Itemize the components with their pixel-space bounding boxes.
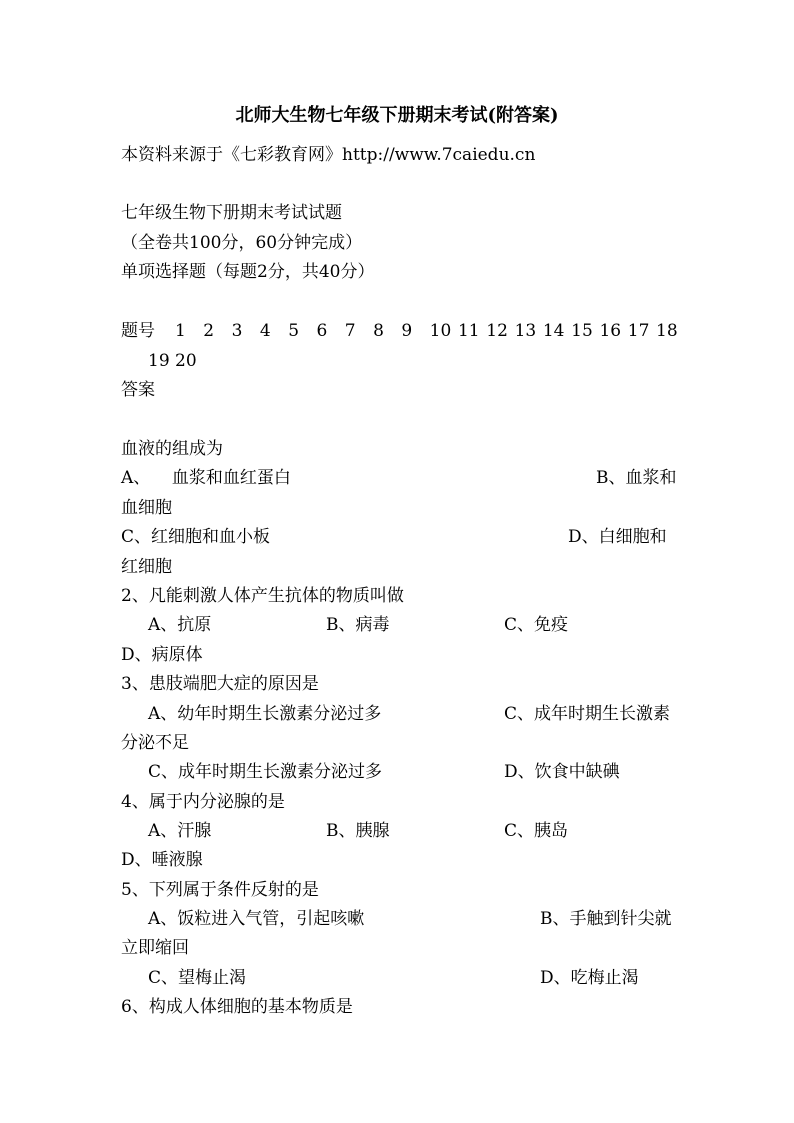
- q4-option-c: C、胰岛: [504, 821, 569, 841]
- question-number: 13: [514, 321, 537, 341]
- answer-label: 答案: [121, 380, 155, 400]
- q2-option-b: B、病毒: [326, 615, 390, 635]
- q5-option-a: A、饭粒进入气管，引起咳嗽: [148, 909, 365, 929]
- exam-title: 七年级生物下册期末考试试题: [121, 203, 342, 223]
- q1-option-b: B、血浆和: [596, 468, 677, 488]
- q5-option-c: C、望梅止渴: [148, 968, 247, 988]
- q4-option-b: B、胰腺: [326, 821, 390, 841]
- question-number: 7: [344, 321, 356, 341]
- q3-option-b-wrap: 分泌不足: [121, 733, 189, 753]
- q1-option-b-wrap: 血细胞: [121, 498, 172, 518]
- section-title: 单项选择题（每题2分，共40分）: [121, 262, 375, 282]
- question-number: 9: [401, 321, 413, 341]
- question-number: 12: [486, 321, 508, 341]
- q3-option-a: A、幼年时期生长激素分泌过多: [148, 704, 382, 724]
- q2-option-a: A、抗原: [148, 615, 212, 635]
- source-line: 本资料来源于《七彩教育网》http://www.7caiedu.cn: [121, 145, 536, 165]
- q4-stem: 4、属于内分泌腺的是: [121, 792, 285, 812]
- q2-stem: 2、凡能刺激人体产生抗体的物质叫做: [121, 586, 404, 606]
- question-number: 10: [429, 321, 452, 341]
- q5-stem: 5、下列属于条件反射的是: [121, 880, 319, 900]
- q4-option-a: A、汗腺: [148, 821, 212, 841]
- q1-option-d-wrap: 红细胞: [121, 557, 172, 577]
- q5-option-b: B、手触到针尖就: [540, 909, 672, 929]
- q3-stem: 3、患肢端肥大症的原因是: [121, 674, 319, 694]
- q2-option-c: C、免疫: [504, 615, 569, 635]
- exam-note: （全卷共100分，60分钟完成）: [121, 233, 363, 253]
- q4-option-d: D、唾液腺: [121, 850, 203, 870]
- q3-option-d: D、饮食中缺碘: [504, 762, 620, 782]
- question-number: 17: [627, 321, 650, 341]
- q6-stem: 6、构成人体细胞的基本物质是: [121, 997, 353, 1017]
- question-number: 1: [175, 321, 186, 341]
- q3-option-b: C、成年时期生长激素: [504, 704, 671, 724]
- question-numbers-continued: 19 20: [148, 351, 197, 371]
- q2-option-d: D、病原体: [121, 645, 203, 665]
- q5-option-d: D、吃梅止渴: [540, 968, 639, 988]
- question-number: 15: [571, 321, 593, 341]
- question-number: 3: [231, 321, 243, 341]
- q5-option-b-wrap: 立即缩回: [121, 938, 189, 958]
- question-number-label: 题号: [121, 321, 155, 341]
- q3-option-c: C、成年时期生长激素分泌过多: [148, 762, 383, 782]
- q1-option-d: D、白细胞和: [568, 527, 667, 547]
- question-number: 4: [259, 321, 271, 341]
- q1-option-c: C、红细胞和血小板: [121, 527, 271, 547]
- question-number: 2: [203, 321, 215, 341]
- question-number: 16: [599, 321, 622, 341]
- question-number: 8: [373, 321, 384, 341]
- q1-stem: 血液的组成为: [121, 439, 223, 459]
- q1-option-a: A、 血浆和血红蛋白: [121, 468, 291, 488]
- question-number: 18: [656, 321, 678, 341]
- question-numbers: [175, 321, 684, 341]
- question-number: 5: [288, 321, 300, 341]
- question-number: 11: [457, 321, 480, 341]
- document-title: 北师大生物七年级下册期末考试(附答案): [235, 105, 559, 126]
- question-number: 6: [316, 321, 328, 341]
- question-number: 14: [542, 321, 565, 341]
